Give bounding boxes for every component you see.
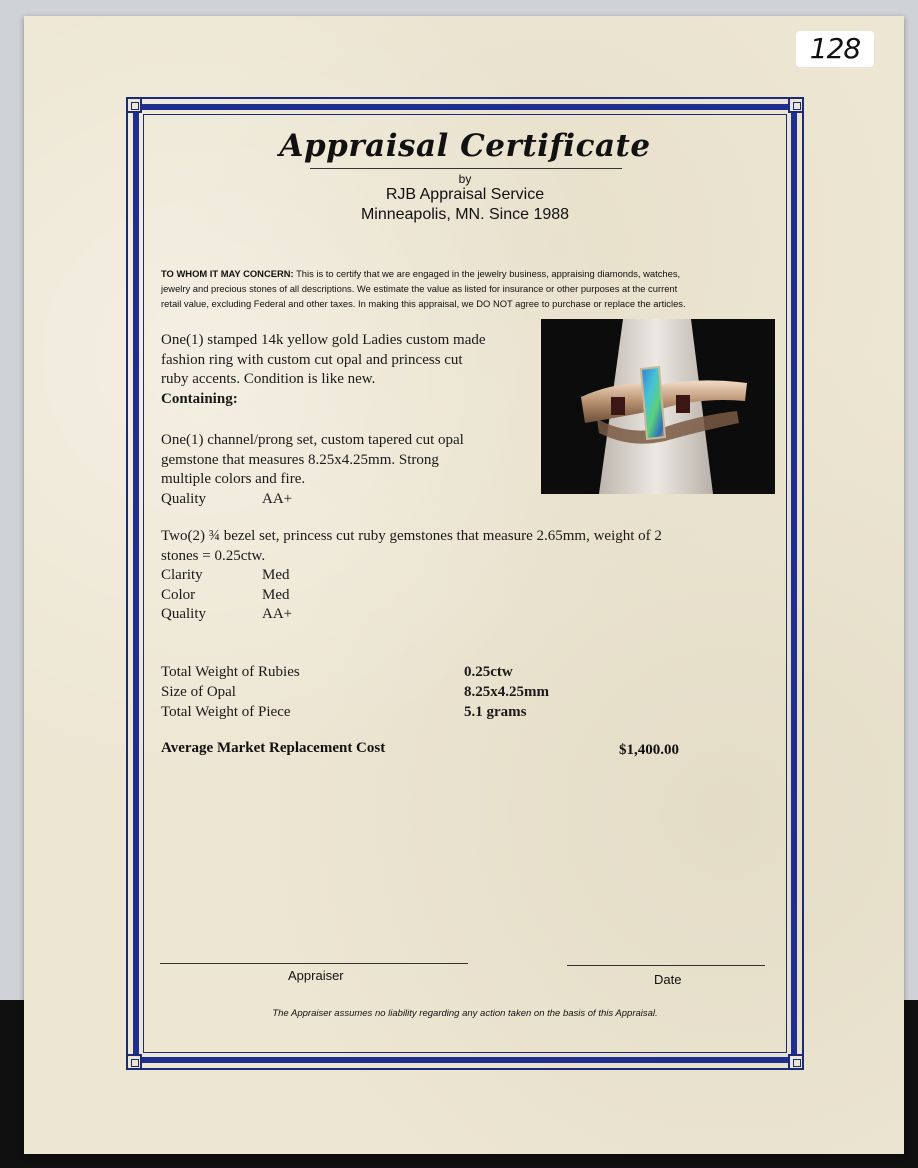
containing-heading: Containing:: [161, 390, 238, 407]
ring-photo-image: [541, 319, 775, 494]
service-name: RJB Appraisal Service: [385, 186, 545, 203]
totals-value: 8.25x4.25mm: [464, 684, 549, 700]
totals-value: 5.1 grams: [464, 704, 527, 720]
totals-label: Total Weight of Rubies: [161, 664, 300, 680]
opal-quality-value: AA+: [262, 490, 293, 507]
by-label: by: [458, 172, 472, 186]
totals-table: [161, 662, 721, 722]
ring-photo: [541, 319, 775, 494]
totals-row: [161, 702, 721, 722]
intro-line-2: jewelry and precious stones of all descriptions. We estimate the value as listed for insurance or other purposes at the current: [161, 283, 678, 294]
opal-line-1: One(1) channel/prong set, custom tapered cut opal: [161, 432, 464, 448]
ruby-grade-label: Clarity: [161, 567, 203, 583]
title-underline: [310, 168, 622, 169]
ruby-section: [161, 527, 751, 625]
totals-value: 0.25ctw: [464, 664, 513, 680]
certificate-title: Appraisal Certificate: [279, 128, 651, 164]
page-number-label: 128: [796, 31, 874, 67]
replacement-cost-value: $1,400.00: [619, 742, 679, 758]
service-location: Minneapolis, MN. Since 1988: [360, 206, 570, 223]
date-signature-line: [567, 965, 765, 966]
ruby-grade-value: AA+: [262, 606, 293, 622]
item-description: [161, 331, 533, 409]
ruby-grade-label: Quality: [161, 606, 206, 622]
corner-ornament-bottom-right: [788, 1054, 804, 1070]
intro-lead: TO WHOM IT MAY CONCERN:: [161, 268, 294, 279]
corner-ornament-bottom-left: [126, 1054, 142, 1070]
ruby-grade-row: [161, 566, 751, 586]
totals-row: [161, 662, 721, 682]
ruby-line-2: stones = 0.25ctw.: [161, 547, 266, 564]
date-label: Date: [654, 972, 682, 987]
ruby-grade-value: Med: [262, 567, 290, 583]
ruby-grade-value: Med: [262, 586, 290, 603]
opal-line-2: gemstone that measures 8.25x4.25mm. Strong: [161, 451, 439, 468]
liability-disclaimer: The Appraiser assumes no liability regarding any action taken on the basis of this Appraisal.: [272, 1008, 658, 1019]
appraiser-label: Appraiser: [288, 968, 344, 983]
totals-label: Total Weight of Piece: [161, 704, 291, 720]
desc-line-3: ruby accents. Condition is like new.: [161, 371, 376, 387]
ruby-grade-row: [161, 586, 751, 606]
ruby-grade-label: Color: [161, 586, 196, 603]
intro-line-1: This is to certify that we are engaged in the jewelry business, appraising diamonds, watches,: [296, 268, 681, 279]
intro-paragraph: [161, 266, 773, 311]
totals-label: Size of Opal: [161, 684, 236, 700]
appraiser-signature-line: [160, 963, 468, 964]
opal-section: [161, 431, 533, 509]
totals-row: [161, 682, 721, 702]
opal-quality-row: [161, 490, 533, 510]
corner-ornament-top-right: [788, 97, 804, 113]
ruby-grade-row: [161, 605, 751, 625]
intro-line-3: retail value, excluding Federal and other taxes. In making this appraisal, we DO NOT agree to purchase or replace the articles.: [161, 298, 686, 309]
ruby-line-1: Two(2) ¾ bezel set, princess cut ruby gemstones that measure 2.65mm, weight of 2: [161, 528, 662, 544]
replacement-cost-label: Average Market Replacement Cost: [161, 740, 386, 756]
desc-line-1: One(1) stamped 14k yellow gold Ladies custom made: [161, 332, 486, 348]
desc-line-2: fashion ring with custom cut opal and princess cut: [161, 351, 463, 368]
corner-ornament-top-left: [126, 97, 142, 113]
opal-quality-label: Quality: [161, 490, 206, 507]
opal-line-3: multiple colors and fire.: [161, 471, 306, 487]
